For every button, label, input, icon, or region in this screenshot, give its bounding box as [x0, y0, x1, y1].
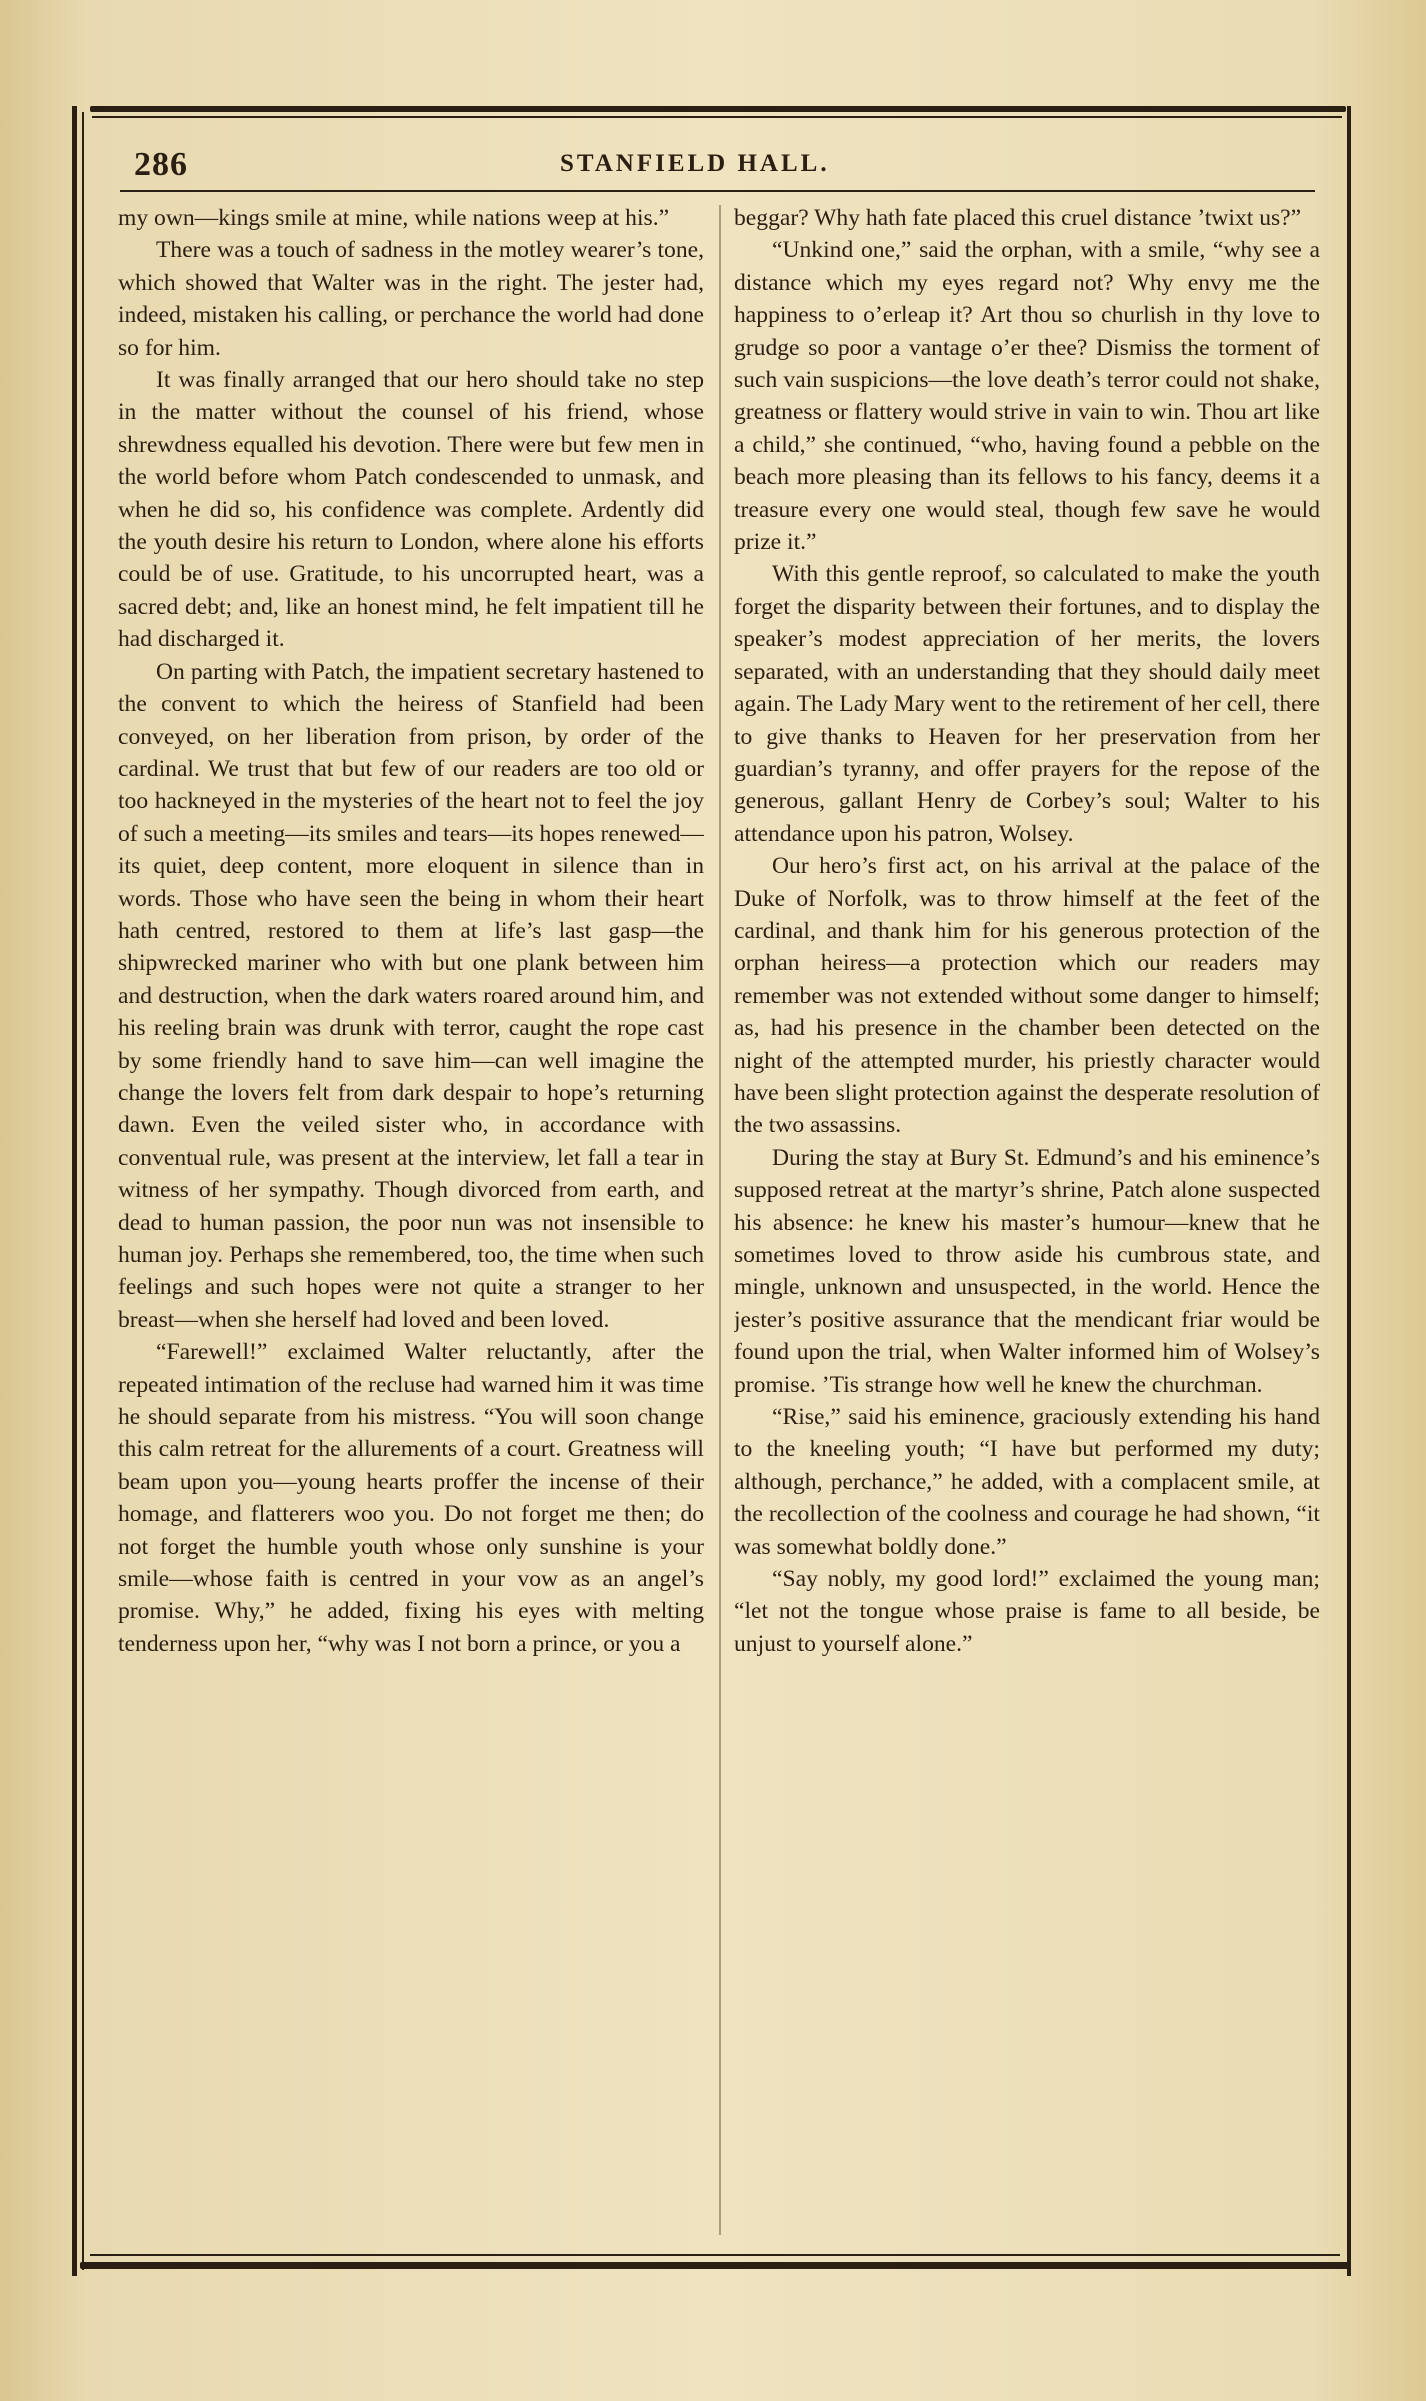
header-rule: [120, 190, 1315, 192]
bottom-border-thin-rule: [90, 2254, 1340, 2256]
paragraph: It was finally arranged that our hero should take no step in the matter without the counsel of his friend, whose shrewdness equalled his devotion. There were but few men in the world before whom Patch condescended to unmask, and when he did so, his confidence was complete. Ardently did the youth desire his return to London, where alone his efforts could be of use. Gratitude, to his uncorrupted heart, was a sacred debt; and, like an honest mind, he felt impatient till he had discharged it.: [118, 367, 704, 653]
paragraph: “Farewell!” exclaimed Walter reluctantly, after the repeated intimation of the recluse had warned him it was time he should separate from his mistress. “You will soon change this calm retreat for the allurements of a court. Greatness will beam upon you—young hearts proffer the incense of their homage, and flatterers woo you. Do not forget me then; do not forget the humble youth whose only sunshine is your smile—whose faith is centred in your vow as an angel’s promise. Why,” he added, fixing his eyes with melting tenderness upon her, “why was I not born a prince, or you a: [118, 1339, 704, 1657]
column-divider: [719, 205, 721, 2235]
paragraph: With this gentle reproof, so calculated to make the youth forget the disparity between their fortunes, and to display the speaker’s modest appreciation of her merits, the lovers separated, with an understanding that they should daily meet again. The Lady Mary went to the retirement of her cell, there to give thanks to Heaven for her preservation from her guardian’s tyranny, and offer prayers for the repose of the generous, gallant Henry de Corbey’s soul; Walter to his attendance upon his patron, Wolsey.: [734, 561, 1320, 847]
paragraph: “Rise,” said his eminence, graciously extending his hand to the kneeling youth; “I have but performed my duty; although, perchance,” he added, with a complacent smile, at the recollection of the coolness and courage he had shown, “it was somewhat boldly done.”: [734, 1404, 1320, 1560]
left-border-rule: [72, 106, 77, 2276]
paragraph: beggar? Why hath fate placed this cruel distance ’twixt us?”: [734, 205, 1302, 231]
paragraph: “Unkind one,” said the orphan, with a smile, “why see a distance which my eyes regard not? Why envy me the happiness to o’erleap it? Art thou so churlish in thy love to grudge so poor a vantage o’er thee? Dismiss the torment of such vain suspicions—the love death’s terror could not shake, greatness or flattery would strive in vain to win. Thou art like a child,” she continued, “who, having found a pebble on the beach more pleasing than its fellows to his fancy, deems it a treasure every one would steal, though few save he would prize it.”: [734, 237, 1320, 556]
paragraph: Our hero’s first act, on his arrival at the palace of the Duke of Norfolk, was to throw himself at the feet of the cardinal, and thank him for his generous protection of the orphan heiress—a protection which our readers may remember was not extended without some danger to himself; as, had his presence in the chamber been detected on the night of the attempted murder, his priestly character would have been slight protection against the desperate resolution of the two assassins.: [734, 853, 1320, 1139]
paragraph: There was a touch of sadness in the motley wearer’s tone, which showed that Walter was in the right. The jester had, indeed, mistaken his calling, or perchance the world had done so for him.: [118, 237, 704, 361]
paragraph: On parting with Patch, the impatient secretary hastened to the convent to which the heiress of Stanfield had been conveyed, on her liberation from prison, by order of the cardinal. We trust that but few of our readers are too old or too hackneyed in the mysteries of the heart not to feel the joy of such a meeting—its smiles and tears—its hopes renewed—its quiet, deep content, more eloquent in silence than in words. Those who have seen the being in whom their heart hath centred, restored to them at life’s last gasp—the shipwrecked mariner who with but one plank between him and destruction, when the dark waters roared around him, and his reeling brain was drunk with terror, caught the rope cast by some friendly hand to save him—can well imagine the change the lovers felt from dark despair to hope’s returning dawn. Even the veiled sister who, in accordance with conventual rule, was present at the interview, let fall a tear in witness of her sympathy. Though divorced from earth, and dead to human passion, the poor nun was not insensible to human joy. Perhaps she remembered, too, the time when such feelings and such hopes were not quite a stranger to her breast—when she herself had loved and been loved.: [118, 658, 704, 1333]
bottom-border-rule: [80, 2262, 1350, 2269]
top-border-thin-rule: [92, 116, 1342, 118]
left-border-thin-rule: [82, 112, 84, 2270]
top-border-rule: [90, 106, 1346, 112]
page-number: 286: [134, 146, 188, 183]
paragraph: During the stay at Bury St. Edmund’s and his eminence’s supposed retreat at the martyr’s shrine, Patch alone suspected his absence: he knew his master’s humour—knew that he sometimes loved to throw aside his cumbrous state, and mingle, unknown and unsuspected, in the world. Hence the jester’s positive assurance that the mendicant friar would be found upon the trial, when Walter informed him of Wolsey’s promise. ’Tis strange how well he knew the churchman.: [734, 1144, 1320, 1398]
running-head: STANFIELD HALL.: [560, 150, 830, 177]
paragraph: “Say nobly, my good lord!” exclaimed the young man; “let not the tongue whose praise is fame to all beside, be unjust to yourself alone.”: [734, 1566, 1320, 1657]
paragraph: my own—kings smile at mine, while nations weep at his.”: [118, 205, 670, 231]
right-column: [734, 202, 1320, 2242]
right-border-rule: [1347, 106, 1351, 2276]
left-column: [118, 202, 704, 2242]
